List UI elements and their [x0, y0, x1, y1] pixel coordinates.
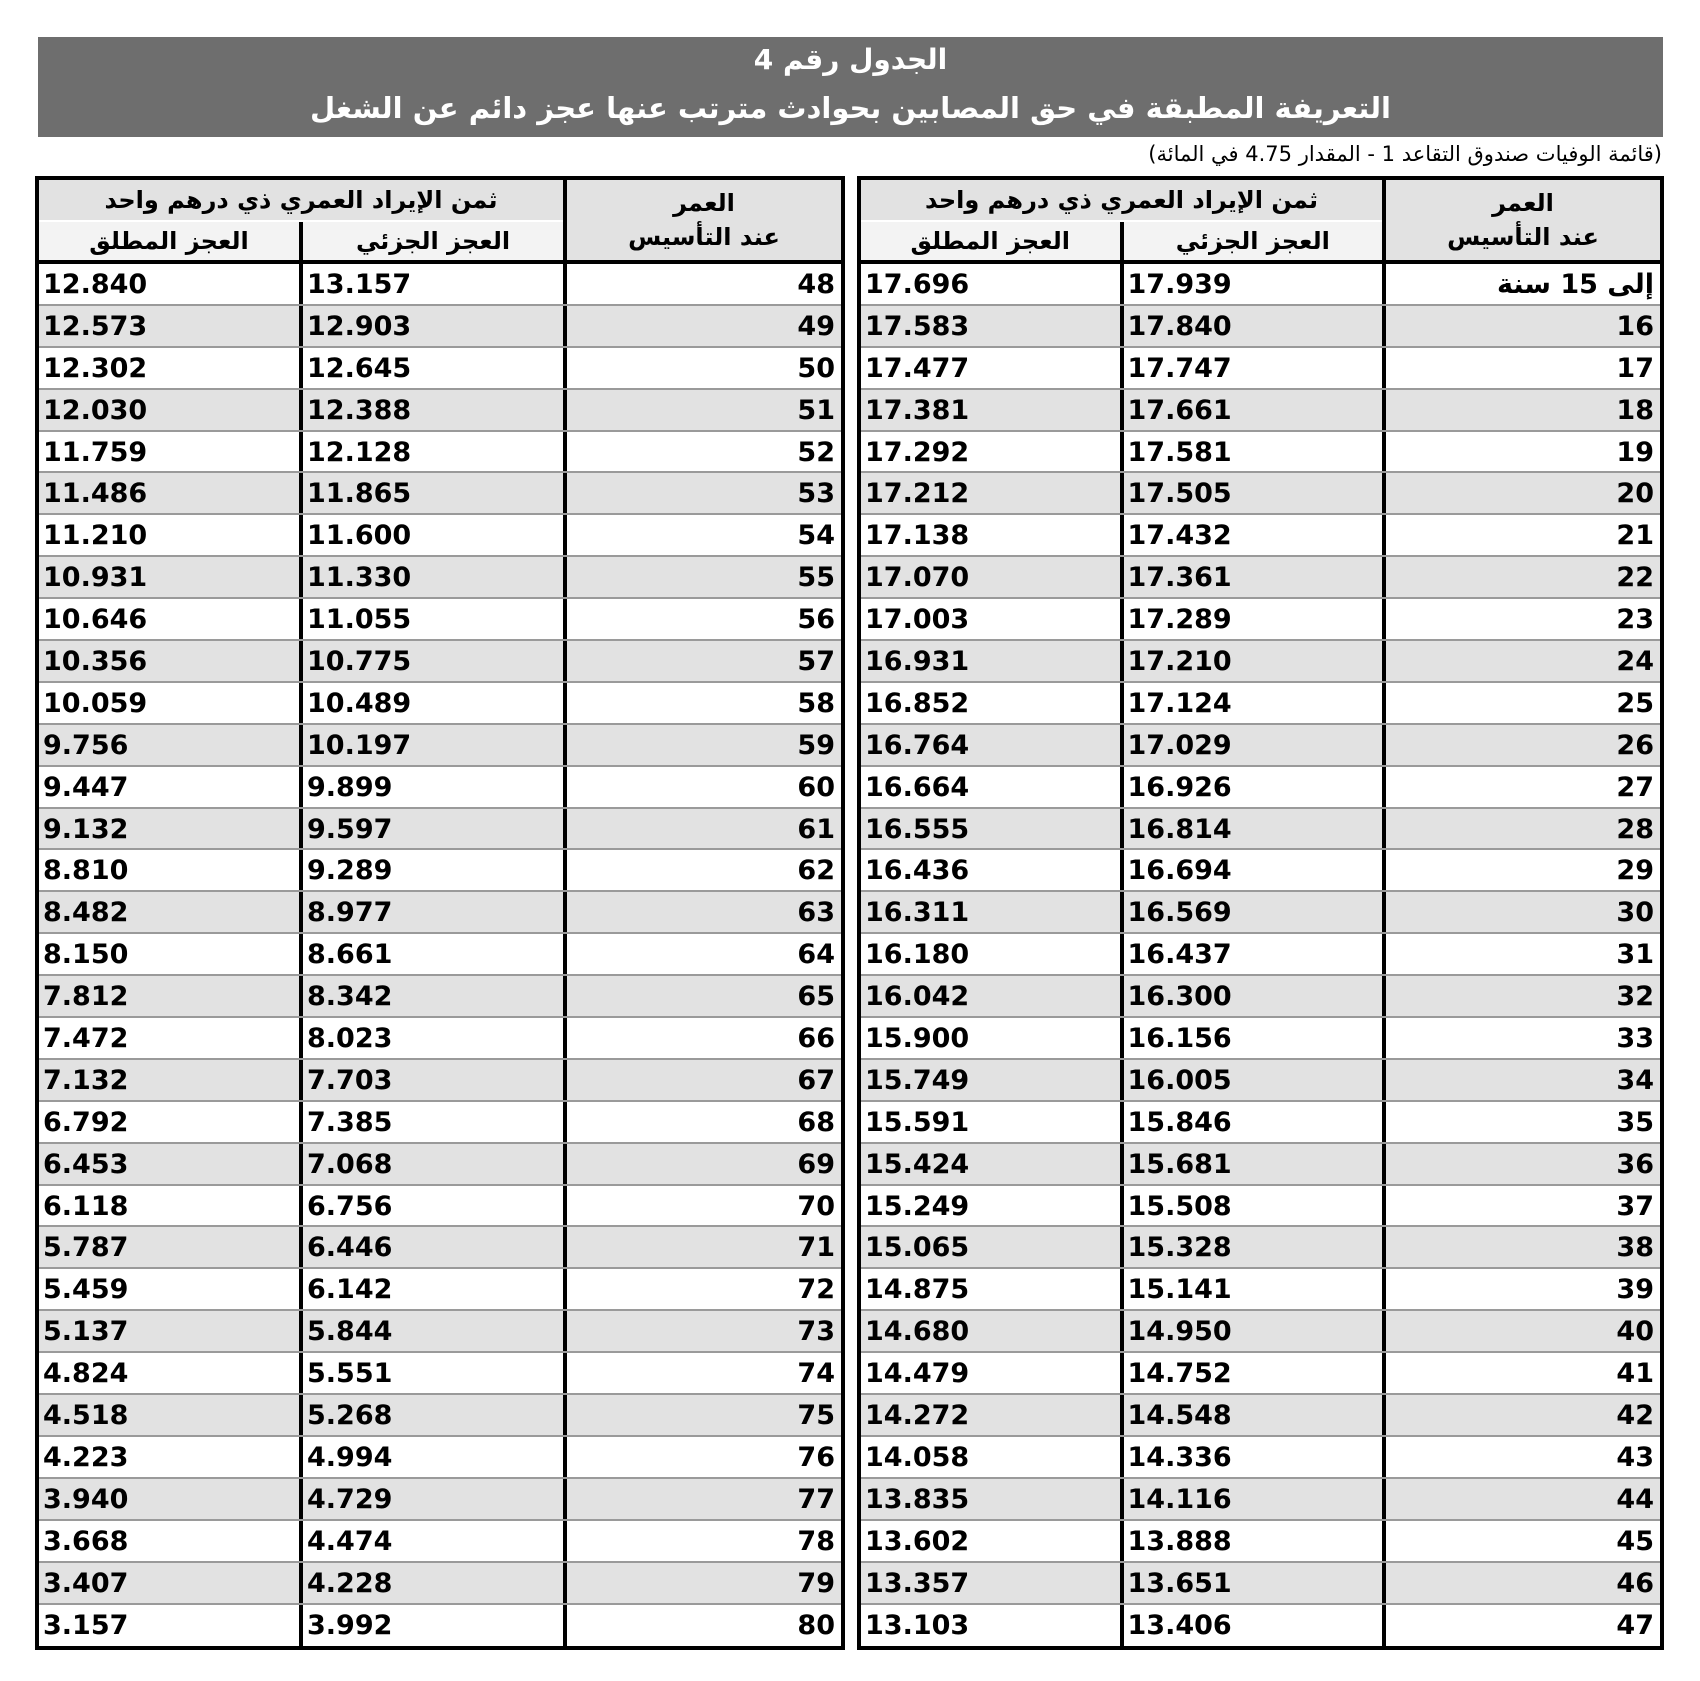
table-row — [861, 850, 1660, 892]
age-cell: 69 — [563, 1144, 841, 1184]
partial-disability-cell: 16.569 — [1120, 892, 1383, 932]
total-disability-cell: 15.591 — [865, 1106, 970, 1138]
table-row — [39, 1479, 841, 1521]
partial-disability-cell: 10.775 — [299, 641, 563, 681]
age-header-line1: العمر — [673, 189, 735, 217]
age-cell: 43 — [1382, 1437, 1660, 1477]
partial-disability-cell: 12.128 — [299, 432, 563, 472]
age-cell: 18 — [1382, 390, 1660, 430]
partial-disability-cell: 5.268 — [299, 1395, 563, 1435]
total-disability-cell: 12.302 — [43, 352, 148, 384]
partial-disability-cell: 17.432 — [1120, 515, 1383, 555]
partial-disability-cell: 13.651 — [1120, 1563, 1383, 1603]
partial-disability-cell: 14.548 — [1120, 1395, 1383, 1435]
age-cell: 65 — [563, 976, 841, 1016]
table-row — [39, 390, 841, 432]
age-cell: 41 — [1382, 1353, 1660, 1393]
partial-disability-cell: 17.124 — [1120, 683, 1383, 723]
left-table — [35, 176, 845, 1650]
age-cell: 23 — [1382, 599, 1660, 639]
age-cell: 16 — [1382, 306, 1660, 346]
total-disability-cell: 6.453 — [43, 1148, 129, 1180]
total-disability-cell: 16.311 — [865, 897, 970, 929]
table-row — [39, 1311, 841, 1353]
total-disability-cell: 11.210 — [43, 520, 148, 552]
total-disability-cell: 13.602 — [865, 1525, 970, 1557]
total-disability-cell: 16.852 — [865, 687, 970, 719]
partial-disability-cell: 14.336 — [1120, 1437, 1383, 1477]
age-cell: 59 — [563, 725, 841, 765]
age-cell: 33 — [1382, 1018, 1660, 1058]
age-cell: 72 — [563, 1269, 841, 1309]
total-disability-cell: 10.059 — [43, 687, 148, 719]
age-cell: 27 — [1382, 767, 1660, 807]
partial-disability-cell: 8.023 — [299, 1018, 563, 1058]
age-cell: 79 — [563, 1563, 841, 1603]
table-row — [861, 934, 1660, 976]
total-disability-cell: 9.447 — [43, 771, 129, 803]
age-cell: 73 — [563, 1311, 841, 1351]
age-cell: 63 — [563, 892, 841, 932]
age-cell: 44 — [1382, 1479, 1660, 1519]
total-disability-cell: 11.759 — [43, 436, 148, 468]
age-cell: إلى 15 سنة — [1382, 264, 1660, 304]
partial-disability-cell: 14.752 — [1120, 1353, 1383, 1393]
partial-disability-cell: 6.446 — [299, 1227, 563, 1267]
total-disability-cell: 3.668 — [43, 1525, 129, 1557]
age-cell: 53 — [563, 473, 841, 513]
age-cell: 38 — [1382, 1227, 1660, 1267]
partial-disability-cell: 17.939 — [1120, 264, 1383, 304]
total-disability-cell: 15.424 — [865, 1148, 970, 1180]
table-row — [861, 1395, 1660, 1437]
table-header — [39, 180, 841, 264]
partial-disability-cell: 11.600 — [299, 515, 563, 555]
total-disability-cell: 3.940 — [43, 1483, 129, 1515]
total-disability-cell: 16.436 — [865, 855, 970, 887]
price-header-title: ثمن الإيراد العمري ذي درهم واحد — [39, 180, 563, 222]
total-disability-cell: 17.696 — [865, 269, 970, 300]
partial-disability-cell: 17.210 — [1120, 641, 1383, 681]
table-row — [861, 683, 1660, 725]
table-row — [39, 1018, 841, 1060]
partial-disability-cell: 3.992 — [299, 1605, 563, 1647]
table-body — [861, 264, 1660, 1646]
total-disability-cell: 16.764 — [865, 729, 970, 761]
price-header — [39, 180, 563, 260]
total-disability-cell: 7.812 — [43, 981, 129, 1013]
total-disability-cell: 16.180 — [865, 939, 970, 971]
partial-disability-cell: 8.977 — [299, 892, 563, 932]
partial-disability-cell: 16.814 — [1120, 809, 1383, 849]
age-cell: 17 — [1382, 348, 1660, 388]
table-row — [861, 641, 1660, 683]
table-row — [861, 306, 1660, 348]
table-row — [861, 1269, 1660, 1311]
table-header — [861, 180, 1660, 264]
total-disability-header: العجز المطلق — [89, 227, 249, 255]
table-row — [39, 641, 841, 683]
partial-disability-cell: 6.756 — [299, 1186, 563, 1226]
partial-disability-cell: 7.703 — [299, 1060, 563, 1100]
table-row — [861, 1521, 1660, 1563]
age-cell: 71 — [563, 1227, 841, 1267]
partial-disability-cell: 13.888 — [1120, 1521, 1383, 1561]
age-cell: 30 — [1382, 892, 1660, 932]
total-disability-cell: 14.680 — [865, 1316, 970, 1348]
partial-disability-cell: 16.300 — [1120, 976, 1383, 1016]
table-row — [39, 264, 841, 306]
total-disability-cell: 5.137 — [43, 1316, 129, 1348]
table-row — [861, 1018, 1660, 1060]
age-cell: 62 — [563, 850, 841, 890]
total-disability-cell: 7.472 — [43, 1023, 129, 1055]
table-row — [861, 1437, 1660, 1479]
age-cell: 34 — [1382, 1060, 1660, 1100]
table-row — [39, 683, 841, 725]
partial-disability-cell: 11.865 — [299, 473, 563, 513]
table-row — [861, 767, 1660, 809]
table-row — [39, 1563, 841, 1605]
age-cell: 80 — [563, 1605, 841, 1647]
table-row — [39, 1521, 841, 1563]
age-cell: 42 — [1382, 1395, 1660, 1435]
title-banner — [38, 37, 1663, 137]
age-cell: 76 — [563, 1437, 841, 1477]
partial-disability-cell: 9.899 — [299, 767, 563, 807]
total-disability-cell: 16.042 — [865, 981, 970, 1013]
partial-disability-cell: 13.406 — [1120, 1605, 1383, 1647]
total-disability-cell: 15.249 — [865, 1190, 970, 1222]
age-cell: 57 — [563, 641, 841, 681]
total-disability-cell: 14.875 — [865, 1274, 970, 1306]
age-cell: 51 — [563, 390, 841, 430]
table-row — [861, 1144, 1660, 1186]
partial-disability-cell: 17.661 — [1120, 390, 1383, 430]
total-disability-cell: 4.518 — [43, 1400, 129, 1432]
partial-disability-cell: 15.328 — [1120, 1227, 1383, 1267]
total-disability-cell: 8.810 — [43, 855, 129, 887]
table-row — [39, 934, 841, 976]
total-disability-cell: 17.212 — [865, 478, 970, 510]
total-disability-cell: 17.138 — [865, 520, 970, 552]
total-disability-cell: 17.003 — [865, 604, 970, 636]
age-header-line2: عند التأسيس — [628, 223, 780, 251]
partial-disability-cell: 17.840 — [1120, 306, 1383, 346]
age-cell: 32 — [1382, 976, 1660, 1016]
partial-disability-cell: 11.055 — [299, 599, 563, 639]
total-disability-cell: 12.840 — [43, 269, 148, 300]
total-disability-cell: 14.272 — [865, 1400, 970, 1432]
table-row — [861, 1102, 1660, 1144]
partial-disability-cell: 16.156 — [1120, 1018, 1383, 1058]
price-header-title: ثمن الإيراد العمري ذي درهم واحد — [861, 180, 1382, 222]
total-disability-cell: 4.824 — [43, 1358, 129, 1390]
table-row — [39, 1144, 841, 1186]
table-row — [861, 1060, 1660, 1102]
partial-disability-cell: 14.950 — [1120, 1311, 1383, 1351]
table-row — [39, 1437, 841, 1479]
table-row — [39, 850, 841, 892]
partial-disability-cell: 17.361 — [1120, 557, 1383, 597]
age-cell: 64 — [563, 934, 841, 974]
mortality-note: (قائمة الوفيات صندوق التقاعد 1 - المقدار 4.75 في المائة) — [1148, 142, 1662, 166]
partial-disability-cell: 9.597 — [299, 809, 563, 849]
age-cell: 37 — [1382, 1186, 1660, 1226]
age-cell: 31 — [1382, 934, 1660, 974]
partial-disability-cell: 17.747 — [1120, 348, 1383, 388]
table-row — [39, 809, 841, 851]
age-cell: 49 — [563, 306, 841, 346]
table-row — [861, 599, 1660, 641]
partial-disability-cell: 12.388 — [299, 390, 563, 430]
partial-disability-cell: 12.645 — [299, 348, 563, 388]
total-disability-cell: 3.407 — [43, 1567, 129, 1599]
partial-disability-cell: 4.729 — [299, 1479, 563, 1519]
total-disability-cell: 16.931 — [865, 646, 970, 678]
table-row — [861, 1311, 1660, 1353]
table-row — [861, 725, 1660, 767]
age-cell: 52 — [563, 432, 841, 472]
table-row — [39, 1395, 841, 1437]
table-row — [39, 599, 841, 641]
age-header — [1382, 180, 1660, 260]
partial-disability-cell: 4.228 — [299, 1563, 563, 1603]
partial-disability-cell: 15.681 — [1120, 1144, 1383, 1184]
total-disability-cell: 17.381 — [865, 394, 970, 426]
table-row — [861, 557, 1660, 599]
total-disability-cell: 4.223 — [43, 1441, 129, 1473]
age-cell: 46 — [1382, 1563, 1660, 1603]
total-disability-cell: 15.065 — [865, 1232, 970, 1264]
partial-disability-cell: 10.489 — [299, 683, 563, 723]
age-cell: 40 — [1382, 1311, 1660, 1351]
table-row — [861, 809, 1660, 851]
table-body — [39, 264, 841, 1646]
table-title: التعريفة المطبقة في حق المصابين بحوادث مترتب عنها عجز دائم عن الشغل — [310, 91, 1391, 125]
price-header — [861, 180, 1382, 260]
table-row — [39, 515, 841, 557]
total-disability-cell: 13.835 — [865, 1483, 970, 1515]
partial-disability-cell: 17.029 — [1120, 725, 1383, 765]
partial-disability-cell: 16.926 — [1120, 767, 1383, 807]
age-header-line2: عند التأسيس — [1447, 223, 1599, 251]
total-disability-cell: 15.900 — [865, 1023, 970, 1055]
table-row — [39, 725, 841, 767]
age-cell: 24 — [1382, 641, 1660, 681]
partial-disability-cell: 15.141 — [1120, 1269, 1383, 1309]
table-row — [861, 1479, 1660, 1521]
age-cell: 68 — [563, 1102, 841, 1142]
age-cell: 67 — [563, 1060, 841, 1100]
partial-disability-cell: 10.197 — [299, 725, 563, 765]
table-row — [39, 1227, 841, 1269]
table-row — [861, 1227, 1660, 1269]
age-cell: 75 — [563, 1395, 841, 1435]
age-header-line1: العمر — [1492, 189, 1554, 217]
partial-disability-cell: 9.289 — [299, 850, 563, 890]
total-disability-header: العجز المطلق — [910, 227, 1070, 255]
age-cell: 26 — [1382, 725, 1660, 765]
partial-disability-cell: 17.581 — [1120, 432, 1383, 472]
table-row — [39, 1353, 841, 1395]
partial-disability-cell: 16.005 — [1120, 1060, 1383, 1100]
partial-disability-cell: 7.068 — [299, 1144, 563, 1184]
age-cell: 36 — [1382, 1144, 1660, 1184]
age-cell: 58 — [563, 683, 841, 723]
total-disability-cell: 14.058 — [865, 1441, 970, 1473]
total-disability-cell: 8.482 — [43, 897, 129, 929]
partial-disability-cell: 17.289 — [1120, 599, 1383, 639]
table-row — [39, 1269, 841, 1311]
partial-disability-cell: 14.116 — [1120, 1479, 1383, 1519]
partial-disability-cell: 11.330 — [299, 557, 563, 597]
table-row — [861, 1186, 1660, 1228]
age-cell: 61 — [563, 809, 841, 849]
age-cell: 35 — [1382, 1102, 1660, 1142]
partial-disability-cell: 6.142 — [299, 1269, 563, 1309]
table-row — [39, 1060, 841, 1102]
partial-disability-cell: 4.994 — [299, 1437, 563, 1477]
age-cell: 28 — [1382, 809, 1660, 849]
total-disability-cell: 10.356 — [43, 646, 148, 678]
total-disability-cell: 8.150 — [43, 939, 129, 971]
total-disability-cell: 9.132 — [43, 813, 129, 845]
table-row — [861, 892, 1660, 934]
partial-disability-cell: 17.505 — [1120, 473, 1383, 513]
partial-disability-cell: 16.437 — [1120, 934, 1383, 974]
table-row — [861, 1605, 1660, 1647]
table-row — [39, 1605, 841, 1647]
total-disability-cell: 10.646 — [43, 604, 148, 636]
partial-disability-cell: 5.551 — [299, 1353, 563, 1393]
table-row — [861, 348, 1660, 390]
age-cell: 56 — [563, 599, 841, 639]
table-row — [39, 306, 841, 348]
total-disability-cell: 5.459 — [43, 1274, 129, 1306]
total-disability-cell: 13.357 — [865, 1567, 970, 1599]
table-row — [861, 1353, 1660, 1395]
age-cell: 66 — [563, 1018, 841, 1058]
age-cell: 70 — [563, 1186, 841, 1226]
total-disability-cell: 12.030 — [43, 394, 148, 426]
total-disability-cell: 17.292 — [865, 436, 970, 468]
age-cell: 39 — [1382, 1269, 1660, 1309]
table-row — [39, 1186, 841, 1228]
age-cell: 54 — [563, 515, 841, 555]
table-row — [39, 1102, 841, 1144]
table-row — [861, 432, 1660, 474]
age-cell: 45 — [1382, 1521, 1660, 1561]
partial-disability-cell: 15.508 — [1120, 1186, 1383, 1226]
table-row — [861, 473, 1660, 515]
table-row — [861, 1563, 1660, 1605]
partial-disability-cell: 8.661 — [299, 934, 563, 974]
age-cell: 25 — [1382, 683, 1660, 723]
total-disability-cell: 15.749 — [865, 1064, 970, 1096]
table-number-title: الجدول رقم 4 — [753, 43, 948, 76]
table-row — [39, 767, 841, 809]
total-disability-cell: 11.486 — [43, 478, 148, 510]
table-row — [39, 432, 841, 474]
total-disability-cell: 9.756 — [43, 729, 129, 761]
partial-disability-cell: 13.157 — [299, 264, 563, 304]
age-cell: 20 — [1382, 473, 1660, 513]
total-disability-cell: 5.787 — [43, 1232, 129, 1264]
partial-disability-header: العجز الجزئي — [1120, 222, 1383, 260]
table-row — [861, 264, 1660, 306]
total-disability-cell: 3.157 — [43, 1609, 129, 1641]
age-cell: 77 — [563, 1479, 841, 1519]
age-cell: 47 — [1382, 1605, 1660, 1647]
age-cell: 60 — [563, 767, 841, 807]
age-cell: 48 — [563, 264, 841, 304]
age-cell: 29 — [1382, 850, 1660, 890]
total-disability-cell: 6.118 — [43, 1190, 129, 1222]
total-disability-cell: 7.132 — [43, 1064, 129, 1096]
total-disability-cell: 6.792 — [43, 1106, 129, 1138]
age-cell: 78 — [563, 1521, 841, 1561]
age-cell: 21 — [1382, 515, 1660, 555]
partial-disability-cell: 5.844 — [299, 1311, 563, 1351]
age-cell: 50 — [563, 348, 841, 388]
partial-disability-cell: 4.474 — [299, 1521, 563, 1561]
total-disability-cell: 17.070 — [865, 562, 970, 594]
table-row — [39, 473, 841, 515]
partial-disability-cell: 7.385 — [299, 1102, 563, 1142]
total-disability-cell: 12.573 — [43, 310, 148, 342]
total-disability-cell: 17.477 — [865, 352, 970, 384]
age-header — [563, 180, 841, 260]
table-row — [39, 348, 841, 390]
table-row — [861, 390, 1660, 432]
total-disability-cell: 14.479 — [865, 1358, 970, 1390]
total-disability-cell: 16.664 — [865, 771, 970, 803]
right-table — [857, 176, 1664, 1650]
age-cell: 22 — [1382, 557, 1660, 597]
age-cell: 19 — [1382, 432, 1660, 472]
age-cell: 74 — [563, 1353, 841, 1393]
partial-disability-cell: 16.694 — [1120, 850, 1383, 890]
table-row — [39, 976, 841, 1018]
table-row — [39, 892, 841, 934]
partial-disability-cell: 8.342 — [299, 976, 563, 1016]
partial-disability-cell: 12.903 — [299, 306, 563, 346]
age-cell: 55 — [563, 557, 841, 597]
partial-disability-header: العجز الجزئي — [299, 222, 563, 260]
partial-disability-cell: 15.846 — [1120, 1102, 1383, 1142]
total-disability-cell: 10.931 — [43, 562, 148, 594]
table-row — [39, 557, 841, 599]
total-disability-cell: 16.555 — [865, 813, 970, 845]
table-row — [861, 515, 1660, 557]
table-row — [861, 976, 1660, 1018]
total-disability-cell: 13.103 — [865, 1609, 970, 1641]
total-disability-cell: 17.583 — [865, 310, 970, 342]
